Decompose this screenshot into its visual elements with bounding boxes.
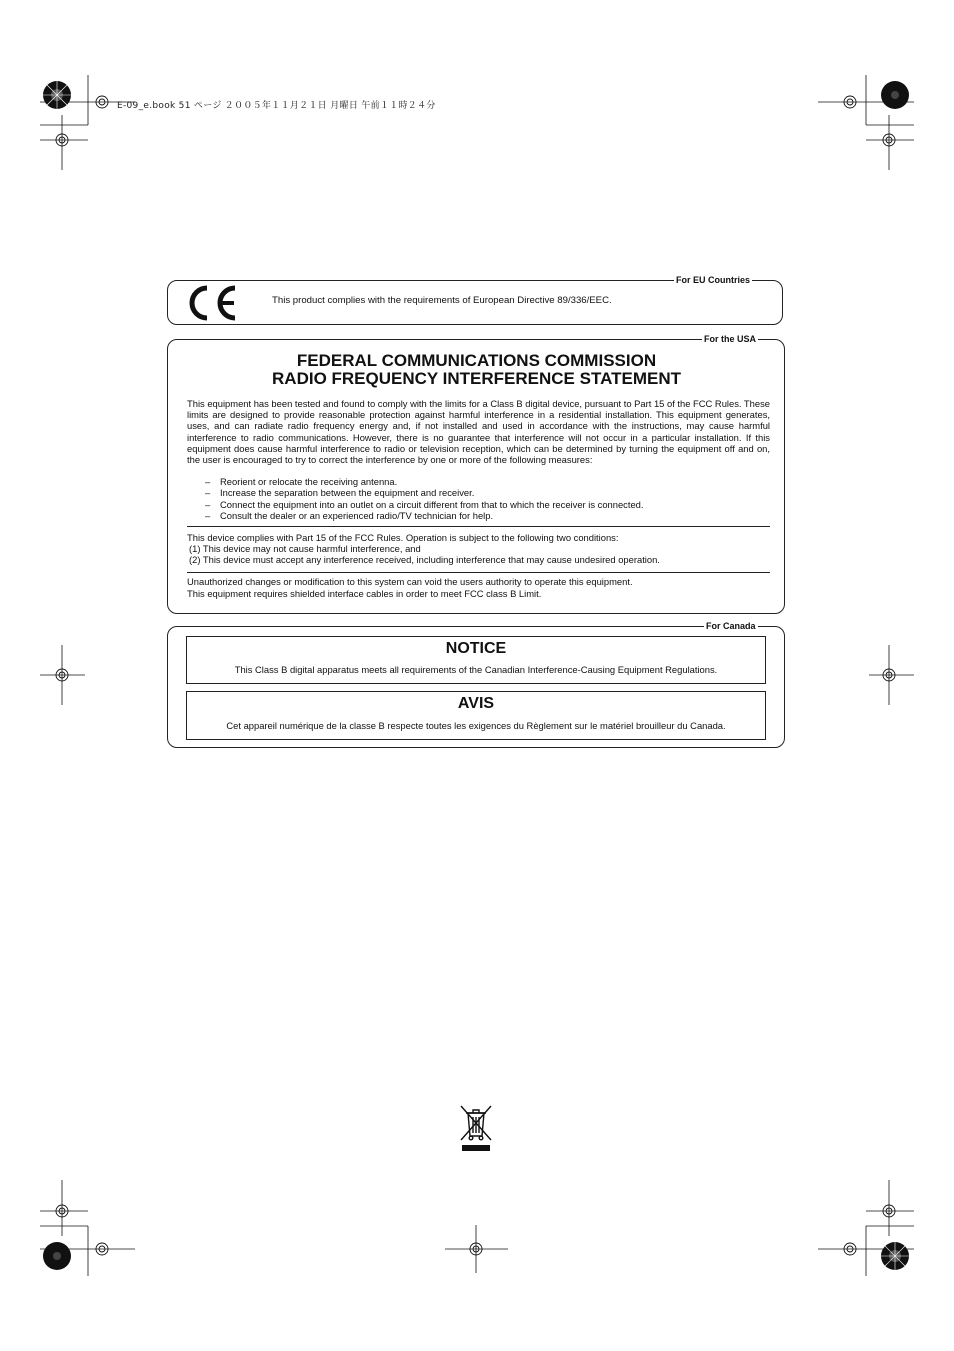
avis-box [186, 691, 766, 740]
notice-box [186, 636, 766, 684]
measure-item-2: – Increase the separation between the equipment and receiver. [205, 487, 475, 498]
measure-item-3: – Connect the equipment into an outlet on a circuit different from that to which the receiver is connected. [205, 499, 644, 510]
fcc-unauthorized-text: Unauthorized changes or modification to this system can void the users authority to operate this equipment. [187, 576, 633, 587]
fcc-shielded-text: This equipment requires shielded interface cables in order to meet FCC class B Limit. [187, 588, 542, 599]
canada-region-tag: For Canada [706, 621, 756, 631]
fcc-intro-paragraph: This equipment has been tested and found to comply with the limits for a Class B digital device, pursuant to Part 15 of the FCC Rules. These limits are designed to provide reasonable protection against harmful interference in a residential installation. This equipment generates, uses, and can radiate radio frequency energy and, if not installed and used in accordance with the instructions, may cause harmful interference to radio communications. However, there is no guarantee that interference will not occur in a particular installation. If this equipment does cause harmful interference to radio or television reception, which can be determined by turning the equipment off and on, the user is encouraged to try to correct the interference by one or more of the following measures: [187, 398, 770, 466]
avis-heading: AVIS [457, 695, 495, 712]
notice-text: This Class B digital apparatus meets all requirements of the Canadian Interference-Causing Equipment Regulations. [234, 664, 718, 675]
fcc-title-line1: FEDERAL COMMUNICATIONS COMMISSION [296, 351, 657, 370]
crossed-out-wheelie-bin-icon [458, 1104, 494, 1154]
print-header: E-09_e.book 51 ページ ２００５年１１月２１日 月曜日 午前１１時２４分 [117, 101, 436, 111]
eu-region-tag: For EU Countries [676, 275, 751, 285]
fcc-title-line2: RADIO FREQUENCY INTERFERENCE STATEMENT [272, 369, 681, 388]
avis-text: Cet appareil numérique de la classe B respecte toutes les exigences du Règlement sur le matériel brouilleur du Canada. [226, 720, 726, 731]
fcc-divider-1 [187, 526, 770, 527]
fcc-part15-text: This device complies with Part 15 of the FCC Rules. Operation is subject to the following two conditions: [187, 532, 619, 543]
fcc-condition-2: (2) This device must accept any interference received, including interference that may cause undesired operation. [189, 554, 660, 565]
eu-directive-text: This product complies with the requirements of European Directive 89/336/EEC. [272, 295, 612, 306]
fcc-divider-2 [187, 572, 770, 573]
notice-heading: NOTICE [445, 640, 507, 657]
fcc-condition-1: (1) This device may not cause harmful interference, and [189, 543, 421, 554]
usa-region-tag: For the USA [704, 334, 757, 344]
measure-item-4: – Consult the dealer or an experienced radio/TV technician for help. [205, 510, 494, 521]
measure-item-1: – Reorient or relocate the receiving antenna. [205, 476, 398, 487]
ce-mark-icon [183, 284, 239, 322]
